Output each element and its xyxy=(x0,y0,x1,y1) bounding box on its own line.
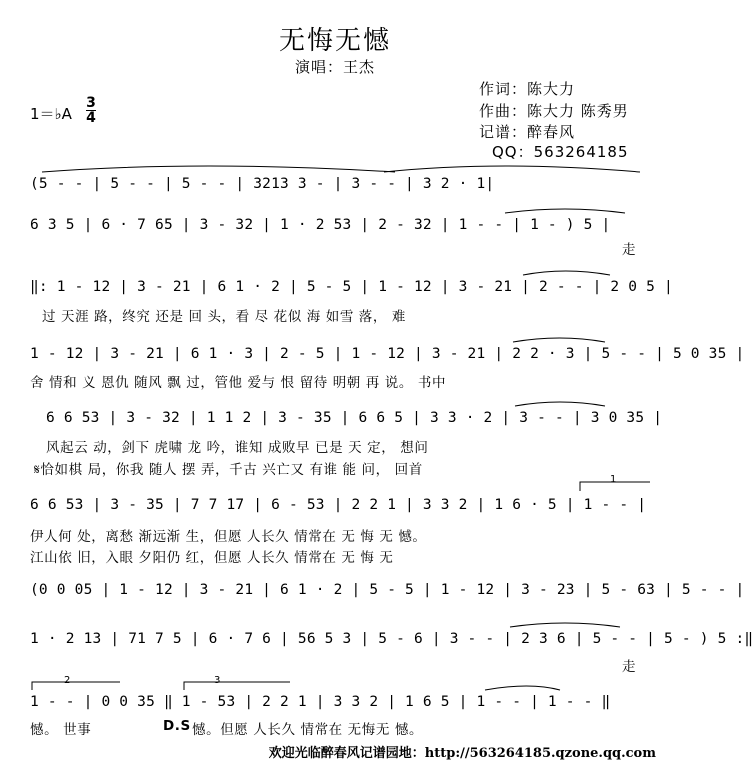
tie-6 xyxy=(515,402,605,406)
transcriber-credit: 记谱：醉春风 xyxy=(479,123,576,141)
footer-credit: 欢迎光临醉春风记谱园地：http://563264185.qzone.qq.com xyxy=(268,746,656,761)
lyric-line-5b: 𝄋恰如棋 局，你我 随人 摆 弄，千古 兴亡又 有谁 能 问， 回首 xyxy=(34,462,423,478)
time-signature-top: 3 xyxy=(86,95,96,111)
tie-7 xyxy=(510,623,620,627)
slur-1 xyxy=(42,166,395,172)
staff-line-6: 6 6 53 | 3 - 35 | 7 7 17 | 6 - 53 | 2 2 1 | 3 3 2 | 1 6 · 5 | 1 - - | xyxy=(30,497,647,513)
staff-line-5: 6 6 53 | 3 - 32 | 1 1 2 | 3 - 35 | 6 6 5 | 3 3 · 2 | 3 - - | 3 0 35 | xyxy=(46,410,663,426)
staff-line-3: ‖: 1 - 12 | 3 - 21 | 6 1 · 2 | 5 - 5 | 1 - 12 | 3 - 21 | 2 - - | 2 0 5 | xyxy=(30,279,673,295)
lyric-line-3: 过 天涯 路，终究 还是 回 头，看 尽 花似 海 如雪 落， 难 xyxy=(42,309,407,325)
dal-segno-mark: D.S xyxy=(163,718,191,734)
tie-4 xyxy=(523,271,610,275)
lyric-line-5a: 风起云 动，剑下 虎啸 龙 吟，谁知 成败早 已是 天 定， 想问 xyxy=(46,440,429,456)
staff-line-1: (5 - - | 5 - - | 5 - - | 3213 3 - | 3 - - | 3 2 · 1| xyxy=(30,176,495,192)
staff-line-8: 1 · 2 13 | 71 7 5 | 6 · 7 6 | 56 5 3 | 5 - 6 | 3 - - | 2 3 6 | 5 - - | 5 - ) 5 :‖ xyxy=(30,631,753,647)
volta-2-label: 2 xyxy=(64,675,71,686)
lyricist-credit: 作词：陈大力 xyxy=(479,80,576,98)
lyric-line-4: 舍 情和 义 恩仇 随风 飘 过，管他 爱与 恨 留待 明朝 再 说。 书中 xyxy=(30,375,447,391)
staff-line-4: 1 - 12 | 3 - 21 | 6 1 · 3 | 2 - 5 | 1 - 12 | 3 - 21 | 2 2 · 3 | 5 - - | 5 0 35 | xyxy=(30,346,745,362)
key-signature: 1＝♭A xyxy=(30,105,72,123)
lyric-line-9a: 憾。 世事 xyxy=(30,722,92,738)
lyric-line-6b: 江山依 旧，入眼 夕阳仍 红，但愿 人长久 情常在 无 悔 无 xyxy=(30,550,394,566)
composer-credit: 作曲：陈大力 陈秀男 xyxy=(479,102,629,120)
tie-5 xyxy=(513,338,605,342)
song-title: 无悔无憾 xyxy=(278,26,391,56)
volta-1-label: 1 xyxy=(610,474,617,485)
volta-2-bracket xyxy=(32,682,120,690)
lyric-line-9b: 憾。但愿 人长久 情常在 无悔无 憾。 xyxy=(192,722,424,738)
volta-1-bracket xyxy=(580,482,650,491)
slur-2 xyxy=(384,166,640,172)
staff-line-7: (0 0 05 | 1 - 12 | 3 - 21 | 6 1 · 2 | 5 - 5 | 1 - 12 | 3 - 23 | 5 - 63 | 5 - - | xyxy=(30,582,745,598)
tie-8 xyxy=(485,686,560,690)
volta-3-bracket xyxy=(184,682,290,690)
lyric-line-6a: 伊人何 处，离愁 渐远渐 生，但愿 人长久 情常在 无 悔 无 憾。 xyxy=(30,529,427,545)
lyric-line-8: 走 xyxy=(622,659,637,675)
qq-credit: QQ：563264185 xyxy=(492,143,629,161)
tie-3 xyxy=(505,209,625,213)
volta-3-label: 3 xyxy=(214,675,221,686)
staff-line-9: 1 - - | 0 0 35 ‖ 1 - 53 | 2 2 1 | 3 3 2 | 1 6 5 | 1 - - | 1 - - ‖ xyxy=(30,694,611,710)
time-signature-bottom: 4 xyxy=(86,110,96,126)
staff-line-2: 6 3 5 | 6 · 7 65 | 3 - 32 | 1 · 2 53 | 2 - 32 | 1 - - | 1 - ) 5 | xyxy=(30,217,611,233)
lyric-line-2: 走 xyxy=(622,242,637,258)
singer-credit: 演唱：王杰 xyxy=(294,58,375,76)
